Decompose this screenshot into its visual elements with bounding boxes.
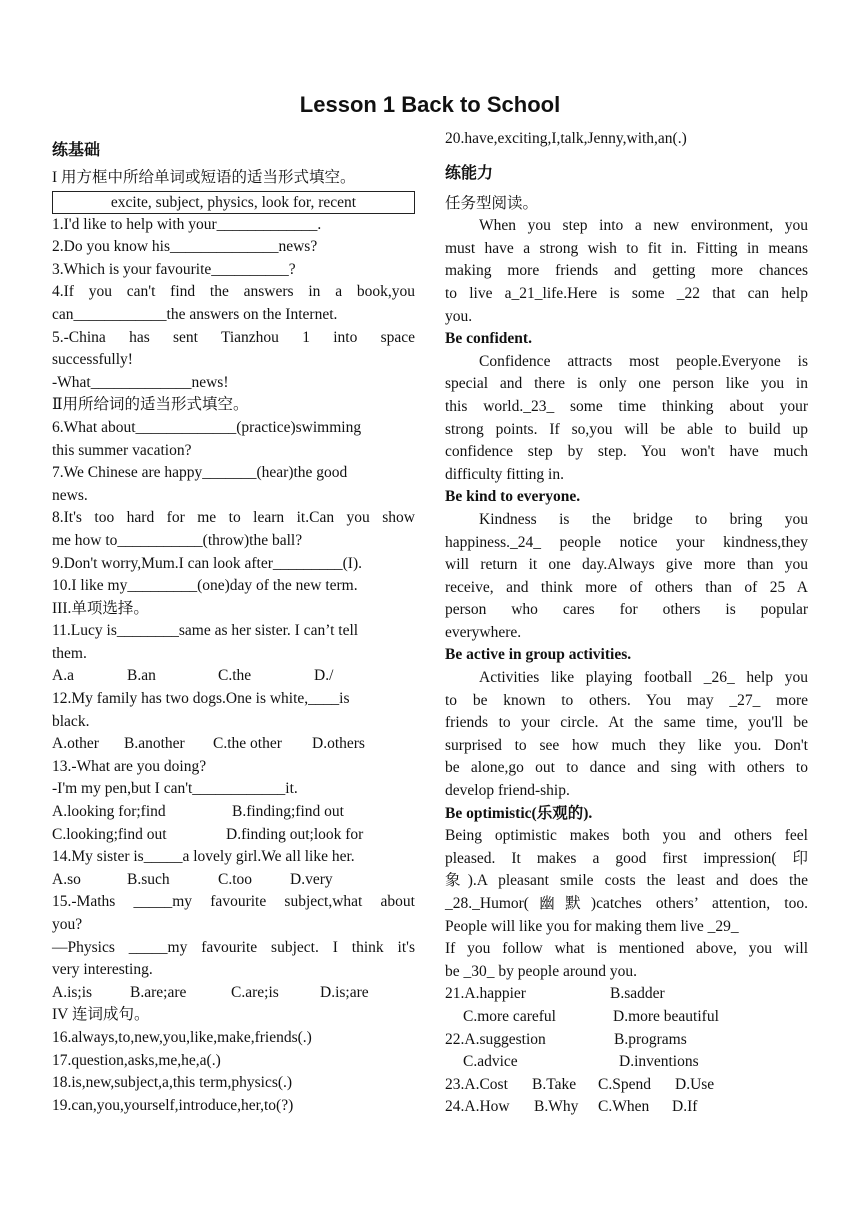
option: D.others [312, 735, 365, 753]
question-1: 1.I'd like to help with your_____________. [52, 215, 322, 233]
question-5-line-2: successfully! [52, 351, 133, 369]
question-8-line-2: me how to___________(throw)the ball? [52, 531, 303, 549]
question-7-line-1: 7.We Chinese are happy_______(hear)the good [52, 464, 348, 482]
passage-line: develop friend-ship. [445, 782, 570, 800]
passage-line: Confidence attracts most people.Everyone is [479, 352, 808, 370]
passage-line: surprised to see how much they like you. Don't [445, 736, 808, 754]
question-15-options [52, 982, 415, 1005]
passage-line: When you step into a new environment, you [479, 217, 808, 235]
question-11-line-2: them. [52, 644, 87, 662]
option: C.advice [463, 1053, 518, 1071]
question-3: 3.Which is your favourite__________? [52, 260, 296, 278]
question-5-line-3: -What_____________news! [52, 373, 229, 391]
option: A.looking for;find [52, 803, 166, 821]
passage-heading-optimistic: Be optimistic(乐观的). [445, 804, 593, 822]
passage-line: must have a strong wish to fit in. Fitting in means [445, 239, 808, 257]
question-23-options [445, 1074, 808, 1097]
passage-line: People will like you for making them live _29_ [445, 917, 739, 935]
option: B.Take [532, 1075, 577, 1093]
part3-heading: III.单项选择。 [52, 599, 149, 617]
option: C.are;is [231, 983, 279, 1001]
passage-line: be alone,go out to dance and sing with others to [445, 759, 808, 777]
passage-line: special and there is only one person like you in [445, 375, 808, 393]
option: C.the [218, 667, 252, 685]
question-22-options-row-2 [445, 1051, 808, 1074]
option: B.an [127, 667, 156, 685]
passage-line: to live a_21_life.Here is some _22 that can help [445, 284, 808, 302]
question-13-options-row-1 [52, 801, 415, 824]
option: A.so [52, 870, 81, 888]
passage-line: Being optimistic makes both you and others feel [445, 827, 808, 845]
option: B.Why [534, 1098, 579, 1116]
option: C.looking;find out [52, 825, 167, 843]
question-19: 19.can,you,yourself,introduce,her,to(?) [52, 1096, 294, 1114]
section-heading-ability: 练能力 [445, 164, 494, 182]
question-11-options [52, 665, 415, 688]
passage-line: making more friends and getting more chances [445, 262, 808, 280]
option: C.more careful [463, 1007, 556, 1025]
passage-line: If you follow what is mentioned above, you will [445, 940, 808, 958]
option: 22.A.suggestion [445, 1030, 546, 1048]
option: B.another [124, 735, 185, 753]
passage-line: Kindness is the bridge to bring you [479, 510, 808, 528]
option: B.finding;find out [232, 803, 344, 821]
question-18: 18.is,new,subject,a,this term,physics(.) [52, 1074, 293, 1092]
part2-heading: Ⅱ用所给词的适当形式填空。 [52, 396, 249, 414]
passage-line: _28._Humor(幽默)catches others’ attention, too. [445, 895, 808, 912]
question-12-line-2: black. [52, 712, 90, 730]
passage-line: receive, and think more of others than of 25 A [445, 578, 808, 596]
word-bank-box: excite, subject, physics, look for, recent [52, 191, 415, 214]
passage-heading-confident: Be confident. [445, 330, 532, 348]
passage-line: will return it one day.Always give more than you [445, 556, 808, 574]
question-9: 9.Don't worry,Mum.I can look after_________(I). [52, 554, 362, 572]
question-5-line-1: 5.-China has sent Tianzhou 1 into space [52, 328, 415, 346]
question-24-options [445, 1096, 808, 1119]
option: A.is;is [52, 983, 93, 1001]
passage-line: to be known to others. You may _27_ more [445, 691, 808, 709]
option: D.finding out;look for [226, 825, 364, 843]
question-21-options-row-2 [445, 1006, 808, 1029]
option: B.are;are [130, 983, 187, 1001]
option: D.inventions [619, 1053, 699, 1071]
question-21-options-row-1 [445, 983, 808, 1006]
option: B.programs [614, 1030, 687, 1048]
question-4-line-1: 4.If you can't find the answers in a book,you [52, 283, 415, 301]
option: A.other [52, 735, 99, 753]
option: C.When [598, 1098, 650, 1116]
reading-task-heading: 任务型阅读。 [445, 194, 539, 212]
option: D.If [672, 1098, 698, 1116]
option: A.a [52, 667, 74, 685]
option: 23.A.Cost [445, 1075, 508, 1093]
question-13-line-1: 13.-What are you doing? [52, 757, 207, 775]
right-column [445, 128, 808, 1119]
passage-line: difficulty fitting in. [445, 465, 564, 483]
option: C.Spend [598, 1075, 651, 1093]
passage-heading-active: Be active in group activities. [445, 646, 632, 664]
question-14-options [52, 869, 415, 892]
part4-heading: IV 连词成句。 [52, 1006, 150, 1024]
question-17: 17.question,asks,me,he,a(.) [52, 1051, 221, 1069]
section-heading-basics: 练基础 [52, 142, 101, 159]
part1-heading: I 用方框中所给单词或短语的适当形式填空。 [52, 169, 356, 186]
passage-line: you. [445, 307, 473, 325]
left-column [52, 128, 415, 1117]
passage-line: friends to your circle. At the same time, you'll be [445, 714, 808, 732]
question-2: 2.Do you know his______________news? [52, 238, 318, 256]
option: D.very [290, 870, 333, 888]
option: B.sadder [610, 985, 665, 1003]
question-13-options-row-2 [52, 824, 415, 847]
option: C.too [218, 870, 253, 888]
question-15-line-1: 15.-Maths _____my favourite subject,what about [52, 893, 415, 911]
passage-line: Activities like playing football _26_ help you [479, 669, 808, 687]
option: 21.A.happier [445, 985, 526, 1003]
passage-line: person who cares for others is popular [445, 601, 808, 619]
question-6-line-1: 6.What about_____________(practice)swimming [52, 418, 362, 436]
passage-line: 象).A pleasant smile costs the least and does the [445, 872, 808, 890]
question-13-line-2: -I'm my pen,but I can't____________it. [52, 780, 298, 798]
passage-heading-kind: Be kind to everyone. [445, 488, 581, 506]
question-12-line-1: 12.My family has two dogs.One is white,____is [52, 690, 350, 708]
passage-line: confidence step by step. You won't have much [445, 443, 808, 461]
question-7-line-2: news. [52, 486, 88, 504]
option: C.the other [213, 735, 282, 753]
passage-line: be _30_ by people around you. [445, 962, 637, 980]
page-title: Lesson 1 Back to School [299, 92, 561, 117]
question-15-line-4: very interesting. [52, 961, 153, 979]
question-15-line-2: you? [52, 916, 83, 933]
passage-line: this world._23_ some time thinking about your [445, 397, 808, 415]
option: B.such [127, 870, 170, 888]
question-14: 14.My sister is_____a lovely girl.We all like her. [52, 848, 355, 866]
question-15-line-3: —Physics _____my favourite subject. I think it's [52, 938, 415, 956]
option: D.Use [675, 1075, 715, 1093]
passage-line: pleased. It makes a good first impression( 印 [445, 849, 808, 867]
passage-line: everywhere. [445, 623, 522, 641]
question-12-options [52, 733, 415, 756]
question-6-line-2: this summer vacation? [52, 441, 192, 459]
question-8-line-1: 8.It's too hard for me to learn it.Can you show [52, 509, 415, 527]
option: D.is;are [320, 983, 369, 1001]
question-20: 20.have,exciting,I,talk,Jenny,with,an(.) [445, 130, 687, 147]
question-11-line-1: 11.Lucy is________same as her sister. I can’t tell [52, 622, 359, 640]
option: 24.A.How [445, 1098, 510, 1116]
passage-line: strong points. If so,you will be able to build up [445, 420, 808, 438]
passage-line: happiness._24_ people notice your kindness,they [445, 533, 808, 551]
option: D./ [314, 667, 334, 685]
question-4-line-2: can____________the answers on the Internet. [52, 305, 338, 323]
question-10: 10.I like my_________(one)day of the new term. [52, 577, 358, 595]
question-22-options-row-1 [445, 1029, 808, 1052]
option: D.more beautiful [613, 1007, 719, 1025]
question-16: 16.always,to,new,you,like,make,friends(.) [52, 1028, 312, 1046]
